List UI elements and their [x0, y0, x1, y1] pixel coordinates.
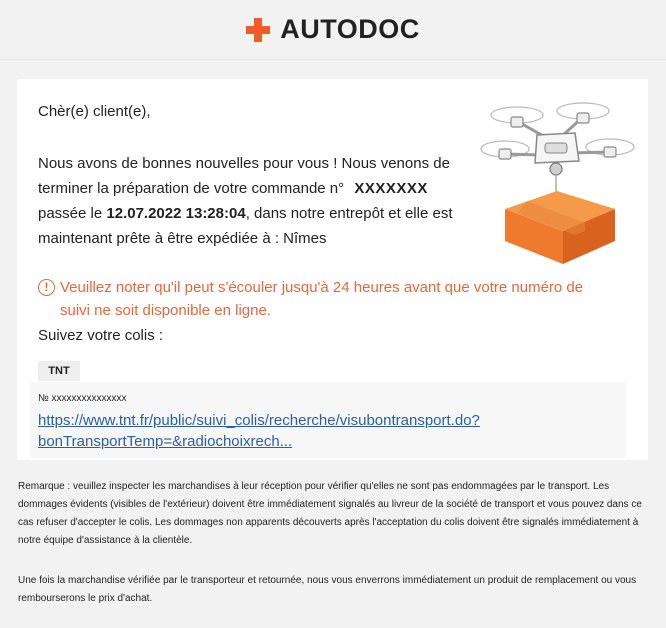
order-number: XXXXXXX	[354, 180, 428, 197]
drone-delivery-icon	[475, 99, 635, 264]
tracking-notice	[38, 276, 608, 322]
warning-icon: !	[38, 279, 55, 296]
plus-icon	[246, 18, 270, 42]
email-header	[0, 0, 666, 60]
autodoc-logo[interactable]	[246, 14, 420, 45]
tracking-number: № xxxxxxxxxxxxxxx	[38, 393, 127, 404]
carrier-badge: TNT	[38, 361, 80, 381]
tracking-box	[30, 382, 626, 458]
message-intro: Nous avons de bonnes nouvelles pour vous ! Nous venons de terminer la préparation de votre commande n°	[38, 155, 450, 197]
tracking-link[interactable]: https://www.tnt.fr/public/suivi_colis/recherche/visubontransport.do?bonTransportTemp=&radiochoixrech...	[38, 412, 480, 450]
email-card	[17, 79, 648, 460]
inspection-remark: Remarque : veuillez inspecter les marchandises à leur réception pour vérifier qu'elles ne sont pas endommagées par le transport. Les dommages évidents (visibles de l'extérieur) doivent être immédiatement signalés au livreur de la société de transport et vous pouvez dans ce cas refuser d'accepter le colis. Les dommages non apparents découverts après l'acceptation du colis doivent être signalés immédiatement à notre équipe d'assistance à la clientèle.	[18, 481, 642, 546]
order-date: 12.07.2022 13:28:04	[106, 205, 246, 222]
notice-text: Veuillez noter qu'il peut s'écouler jusqu'à 24 heures avant que votre numéro de suivi ne soit disponible en ligne.	[60, 279, 584, 319]
order-message	[38, 151, 468, 251]
message-passed: passée le	[38, 205, 103, 222]
message-rest: , dans notre entrepôt et elle est maintenant prête à être expédiée à : Nîmes	[38, 205, 453, 247]
refund-note: Une fois la marchandise vérifiée par le transporteur et retournée, nous vous enverrons immédiatement un produit de remplacement ou vous rembourserons le prix d'achat.	[18, 575, 637, 604]
greeting: Chèr(e) client(e),	[38, 103, 151, 120]
track-parcel-title: Suivez votre colis :	[38, 327, 164, 344]
brand-name: AUTODOC	[280, 14, 420, 44]
